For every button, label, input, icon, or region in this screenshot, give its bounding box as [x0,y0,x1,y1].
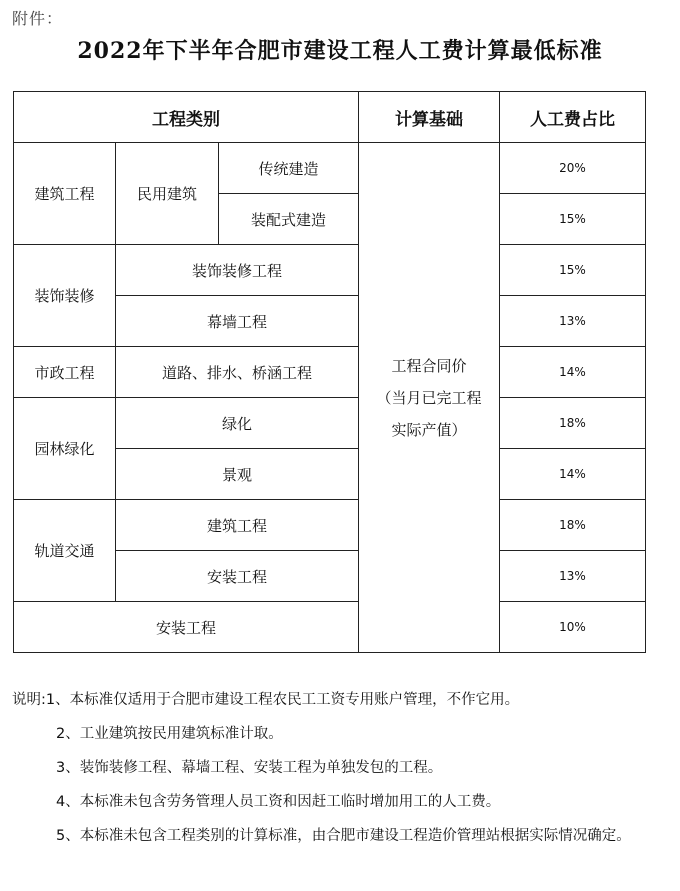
note-item: 4、本标准未包含劳务管理人员工资和因赶工临时增加用工的人工费。 [56,794,501,810]
category-cell: 园林绿化 [14,398,116,500]
table-row [14,398,646,449]
labor-cost-table [13,91,646,653]
item-cell: 建筑工程 [116,500,359,551]
item-cell: 绿化 [116,398,359,449]
item-cell: 传统建造 [219,143,359,194]
item-cell: 道路、排水、桥涵工程 [116,347,359,398]
note-item: 5、本标准未包含工程类别的计算标准，由合肥市建设工程造价管理站根据实际情况确定。 [56,828,631,844]
ratio-cell: 18% [500,500,646,551]
basis-line: （当月已完工程 [376,388,482,407]
table-row [14,143,646,194]
category-cell: 安装工程 [14,602,359,653]
header-category: 工程类别 [14,92,359,143]
category-cell: 市政工程 [14,347,116,398]
ratio-cell: 14% [500,449,646,500]
subcategory-cell: 民用建筑 [116,143,219,245]
item-cell: 装配式建造 [219,194,359,245]
basis-line: 实际产值） [391,420,467,439]
ratio-cell: 15% [500,245,646,296]
ratio-cell: 14% [500,347,646,398]
item-cell: 装饰装修工程 [116,245,359,296]
table-row [14,347,646,398]
category-cell: 轨道交通 [14,500,116,602]
note-item: 说明:1、本标准仅适用于合肥市建设工程农民工工资专用账户管理，不作它用。 [12,692,520,708]
item-cell: 景观 [116,449,359,500]
ratio-cell: 13% [500,296,646,347]
category-cell: 建筑工程 [14,143,116,245]
ratio-cell: 10% [500,602,646,653]
note-item: 3、装饰装修工程、幕墙工程、安装工程为单独发包的工程。 [56,760,443,776]
ratio-cell: 15% [500,194,646,245]
category-cell: 装饰装修 [14,245,116,347]
ratio-cell: 20% [500,143,646,194]
basis-line: 工程合同价 [391,356,467,375]
item-cell: 幕墙工程 [116,296,359,347]
note-item: 2、工业建筑按民用建筑标准计取。 [56,726,283,742]
table-row [14,245,646,296]
table-row [14,602,646,653]
header-basis: 计算基础 [359,92,500,143]
notes-section [12,683,668,853]
header-ratio: 人工费占比 [500,92,646,143]
page-title: 2022年下半年合肥市建设工程人工费计算最低标准 [77,38,603,64]
ratio-cell: 13% [500,551,646,602]
basis-cell [359,143,500,653]
attachment-label: 附件： [12,9,64,28]
table-row [14,500,646,551]
table-header-row [14,92,646,143]
ratio-cell: 18% [500,398,646,449]
item-cell: 安装工程 [116,551,359,602]
